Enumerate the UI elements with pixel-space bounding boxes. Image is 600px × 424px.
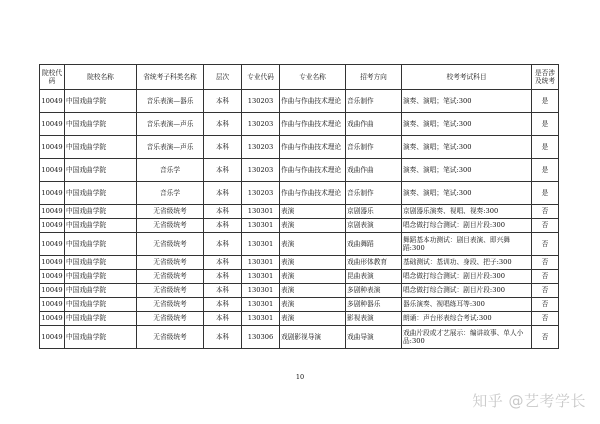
- cell-school-name: 中国戏曲学院: [65, 113, 137, 136]
- cell-school-name: 中国戏曲学院: [65, 233, 137, 256]
- cell-school-name: 中国戏曲学院: [65, 205, 137, 219]
- header-school-name: 院校名称: [65, 65, 137, 90]
- cell-subcategory: 无省级统考: [137, 284, 204, 298]
- cell-direction: 京剧器乐: [346, 205, 402, 219]
- cell-unified-exam: 是: [532, 136, 559, 159]
- table-row: [40, 256, 559, 270]
- cell-school-code: 10049: [40, 284, 65, 298]
- cell-major-name: 表演: [280, 256, 346, 270]
- cell-major-code: 130203: [242, 136, 280, 159]
- table-row: [40, 284, 559, 298]
- cell-direction: 音乐制作: [346, 182, 402, 205]
- cell-level: 本科: [204, 298, 242, 312]
- cell-level: 本科: [204, 284, 242, 298]
- cell-subcategory: 音乐表演—声乐: [137, 136, 204, 159]
- cell-unified-exam: 否: [532, 256, 559, 270]
- cell-level: 本科: [204, 136, 242, 159]
- cell-major-name: 表演: [280, 219, 346, 233]
- cell-subcategory: 无省级统考: [137, 233, 204, 256]
- header-direction: 招考方向: [346, 65, 402, 90]
- cell-level: 本科: [204, 256, 242, 270]
- table-row: [40, 298, 559, 312]
- header-major-code: 专业代码: [242, 65, 280, 90]
- cell-school-code: 10049: [40, 326, 65, 349]
- table-row: [40, 233, 559, 256]
- cell-direction: 昆曲表演: [346, 270, 402, 284]
- cell-unified-exam: 是: [532, 90, 559, 113]
- table-row: [40, 312, 559, 326]
- cell-level: 本科: [204, 219, 242, 233]
- cell-school-name: 中国戏曲学院: [65, 256, 137, 270]
- cell-direction: 戏曲作曲: [346, 113, 402, 136]
- cell-major-name: 表演: [280, 312, 346, 326]
- cell-exam-subjects: 京剧器乐演奏、视唱、视奏:300: [402, 205, 532, 219]
- table-header-row: [40, 65, 559, 90]
- cell-subcategory: 无省级统考: [137, 298, 204, 312]
- cell-school-code: 10049: [40, 219, 65, 233]
- cell-exam-subjects: 唱念做打综合测试：剧目片段:300: [402, 270, 532, 284]
- cell-major-name: 表演: [280, 298, 346, 312]
- cell-exam-subjects: 唱念做打综合测试：剧目片段:300: [402, 284, 532, 298]
- cell-unified-exam: 否: [532, 326, 559, 349]
- cell-school-code: 10049: [40, 298, 65, 312]
- cell-exam-subjects: 演奏、演唱；笔试:300: [402, 159, 532, 182]
- cell-unified-exam: 否: [532, 284, 559, 298]
- cell-school-name: 中国戏曲学院: [65, 219, 137, 233]
- cell-school-code: 10049: [40, 270, 65, 284]
- cell-school-name: 中国戏曲学院: [65, 326, 137, 349]
- cell-major-name: 表演: [280, 205, 346, 219]
- cell-major-name: 作曲与作曲技术理论: [280, 113, 346, 136]
- cell-subcategory: 无省级统考: [137, 326, 204, 349]
- watermark: 知乎 @艺考学长: [472, 392, 586, 410]
- cell-unified-exam: 是: [532, 159, 559, 182]
- cell-school-code: 10049: [40, 233, 65, 256]
- cell-school-name: 中国戏曲学院: [65, 270, 137, 284]
- cell-school-code: 10049: [40, 205, 65, 219]
- cell-exam-subjects: 基础测试：基训功、身段、把子:300: [402, 256, 532, 270]
- header-level: 层次: [204, 65, 242, 90]
- cell-direction: 影视表演: [346, 312, 402, 326]
- table-row: [40, 219, 559, 233]
- cell-major-name: 作曲与作曲技术理论: [280, 90, 346, 113]
- cell-major-code: 130301: [242, 270, 280, 284]
- page-number: 10: [295, 373, 305, 381]
- cell-major-code: 130203: [242, 182, 280, 205]
- table-row: [40, 159, 559, 182]
- table-body: [40, 90, 559, 349]
- cell-level: 本科: [204, 233, 242, 256]
- cell-school-code: 10049: [40, 90, 65, 113]
- cell-exam-subjects: 唱念做打综合测试：剧目片段:300: [402, 219, 532, 233]
- cell-major-code: 130306: [242, 326, 280, 349]
- cell-major-code: 130301: [242, 256, 280, 270]
- cell-subcategory: 音乐学: [137, 182, 204, 205]
- cell-major-name: 作曲与作曲技术理论: [280, 136, 346, 159]
- cell-major-name: 表演: [280, 233, 346, 256]
- cell-major-code: 130301: [242, 233, 280, 256]
- cell-major-code: 130301: [242, 312, 280, 326]
- cell-exam-subjects: 演奏、演唱；笔试:300: [402, 113, 532, 136]
- cell-subcategory: 音乐表演—器乐: [137, 90, 204, 113]
- header-major-name: 专业名称: [280, 65, 346, 90]
- cell-direction: 戏曲舞蹈: [346, 233, 402, 256]
- cell-major-code: 130203: [242, 113, 280, 136]
- cell-level: 本科: [204, 326, 242, 349]
- cell-unified-exam: 是: [532, 113, 559, 136]
- cell-direction: 音乐制作: [346, 90, 402, 113]
- cell-school-name: 中国戏曲学院: [65, 90, 137, 113]
- cell-major-code: 130203: [242, 159, 280, 182]
- header-subcategory: 省统考子科类名称: [137, 65, 204, 90]
- cell-school-name: 中国戏曲学院: [65, 182, 137, 205]
- cell-exam-subjects: 演奏、演唱；笔试:300: [402, 90, 532, 113]
- cell-major-code: 130301: [242, 298, 280, 312]
- cell-direction: 多剧种表演: [346, 284, 402, 298]
- cell-level: 本科: [204, 312, 242, 326]
- cell-unified-exam: 是: [532, 182, 559, 205]
- header-exam-subjects: 校考考试科目: [402, 65, 532, 90]
- cell-subcategory: 无省级统考: [137, 205, 204, 219]
- cell-direction: 戏曲形体教育: [346, 256, 402, 270]
- cell-major-code: 130301: [242, 284, 280, 298]
- table-row: [40, 182, 559, 205]
- cell-school-code: 10049: [40, 256, 65, 270]
- cell-major-name: 表演: [280, 270, 346, 284]
- cell-major-code: 130301: [242, 219, 280, 233]
- cell-subcategory: 音乐表演—声乐: [137, 113, 204, 136]
- cell-school-code: 10049: [40, 182, 65, 205]
- cell-unified-exam: 否: [532, 233, 559, 256]
- cell-major-name: 作曲与作曲技术理论: [280, 182, 346, 205]
- cell-school-code: 10049: [40, 136, 65, 159]
- cell-unified-exam: 否: [532, 270, 559, 284]
- cell-major-name: 戏剧影视导演: [280, 326, 346, 349]
- cell-exam-subjects: 戏曲片段或才艺展示：编讲故事、单人小品:300: [402, 326, 532, 349]
- cell-direction: 戏曲导演: [346, 326, 402, 349]
- cell-exam-subjects: 舞蹈基本功测试：剧目表演、即兴舞蹈:300: [402, 233, 532, 256]
- cell-subcategory: 无省级统考: [137, 270, 204, 284]
- table-row: [40, 113, 559, 136]
- table-row: [40, 326, 559, 349]
- cell-level: 本科: [204, 182, 242, 205]
- cell-level: 本科: [204, 205, 242, 219]
- cell-major-name: 作曲与作曲技术理论: [280, 159, 346, 182]
- table-row: [40, 270, 559, 284]
- table-row: [40, 90, 559, 113]
- cell-major-code: 130203: [242, 90, 280, 113]
- cell-subcategory: 无省级统考: [137, 256, 204, 270]
- cell-school-code: 10049: [40, 159, 65, 182]
- cell-exam-subjects: 朗诵：声台形表综合考试:300: [402, 312, 532, 326]
- cell-exam-subjects: 演奏、演唱；笔试:300: [402, 136, 532, 159]
- cell-direction: 京剧表演: [346, 219, 402, 233]
- header-school-code: 院校代码: [40, 65, 65, 90]
- cell-school-name: 中国戏曲学院: [65, 159, 137, 182]
- cell-direction: 戏曲作曲: [346, 159, 402, 182]
- table-row: [40, 205, 559, 219]
- cell-exam-subjects: 器乐演奏、视唱练耳等:300: [402, 298, 532, 312]
- cell-subcategory: 无省级统考: [137, 219, 204, 233]
- cell-exam-subjects: 演奏、演唱；笔试:300: [402, 182, 532, 205]
- cell-level: 本科: [204, 90, 242, 113]
- cell-unified-exam: 否: [532, 219, 559, 233]
- cell-major-code: 130301: [242, 205, 280, 219]
- cell-school-name: 中国戏曲学院: [65, 298, 137, 312]
- cell-unified-exam: 否: [532, 298, 559, 312]
- cell-school-name: 中国戏曲学院: [65, 136, 137, 159]
- cell-level: 本科: [204, 113, 242, 136]
- header-unified-exam: 是否涉及统考: [532, 65, 559, 90]
- cell-school-name: 中国戏曲学院: [65, 284, 137, 298]
- cell-major-name: 表演: [280, 284, 346, 298]
- cell-level: 本科: [204, 159, 242, 182]
- table-row: [40, 136, 559, 159]
- cell-level: 本科: [204, 270, 242, 284]
- cell-school-code: 10049: [40, 312, 65, 326]
- admissions-table: [39, 64, 559, 349]
- cell-direction: 音乐制作: [346, 136, 402, 159]
- cell-subcategory: 音乐学: [137, 159, 204, 182]
- cell-unified-exam: 否: [532, 312, 559, 326]
- cell-school-name: 中国戏曲学院: [65, 312, 137, 326]
- cell-direction: 多剧种器乐: [346, 298, 402, 312]
- cell-school-code: 10049: [40, 113, 65, 136]
- cell-subcategory: 无省级统考: [137, 312, 204, 326]
- cell-unified-exam: 否: [532, 205, 559, 219]
